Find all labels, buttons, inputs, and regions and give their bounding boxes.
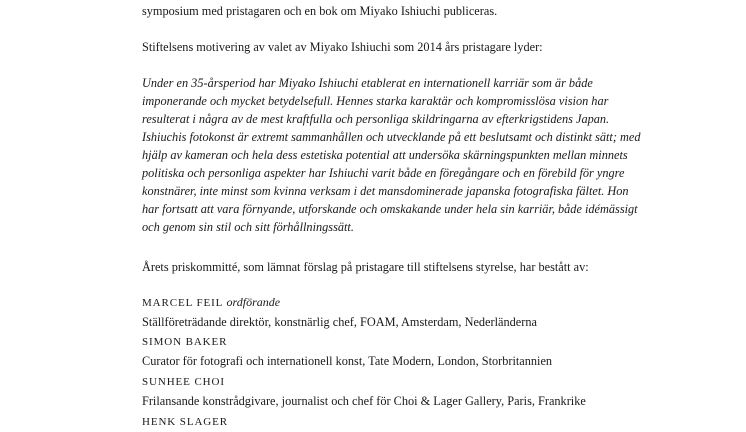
- motivation-quote: [142, 74, 641, 236]
- member-name: SIMON BAKER: [142, 336, 228, 348]
- text-line: Årets priskommitté, som lämnat förslag på pristagare till stiftelsens styrelse, har bestått av:: [142, 260, 589, 274]
- quote-line: har fortsatt att vara förnyande, utforskande och omskakande under hela sin karriär, både idémässigt: [142, 202, 638, 216]
- quote-line: resulterat i några av de mest kraftfulla och personliga skildringarna av efterkrigstidens Japan.: [142, 112, 610, 126]
- quote-line: och genom sin stil och sitt förhållningssätt.: [142, 220, 354, 234]
- paragraph-motivation-intro: [142, 38, 543, 56]
- quote-line: politiska och personliga aspekter har Ishiuchi varit både en föregångare och en förebild för yngre: [142, 166, 625, 180]
- member-description: Frilansande konstrådgivare, journalist och chef för Choi & Lager Gallery, Paris, Frankrike: [142, 394, 586, 408]
- member-description: Curator för fotografi och internationell konst, Tate Modern, London, Storbritannien: [142, 354, 553, 368]
- paragraph-committee-intro: [142, 258, 589, 276]
- member-name-line: [142, 413, 228, 432]
- committee-member: [142, 333, 552, 371]
- member-role: ordförande: [226, 295, 281, 309]
- member-name: HENK SLAGER: [142, 416, 228, 428]
- paragraph-symposium: [142, 2, 497, 20]
- committee-member: [142, 373, 586, 411]
- quote-line: imponerande och mycket betydelsefull. Hennes starka karaktär och kompromisslösa vision har: [142, 94, 609, 108]
- member-description: Ställföreträdande direktör, konstnärlig chef, FOAM, Amsterdam, Nederländerna: [142, 315, 537, 329]
- member-name: MARCEL FEIL: [142, 297, 223, 309]
- member-name-line: [142, 373, 586, 392]
- committee-member: [142, 413, 228, 432]
- text-line: symposium med pristagaren och en bok om Miyako Ishiuchi publiceras.: [142, 4, 498, 18]
- quote-line: Ishiuchis fotokonst är extremt sammanhållen och utvecklande på ett beslutsamt och distinkt sätt; med: [142, 130, 641, 144]
- member-name: SUNHEE CHOI: [142, 376, 225, 388]
- committee-member: [142, 293, 537, 332]
- member-name-line: [142, 293, 537, 313]
- member-name-line: [142, 333, 552, 352]
- text-line: Stiftelsens motivering av valet av Miyako Ishiuchi som 2014 års pristagare lyder:: [142, 40, 543, 54]
- quote-line: Under en 35-årsperiod har Miyako Ishiuchi etablerat en internationell karriär som är både: [142, 76, 593, 90]
- quote-line: hjälp av kameran och hela dess estetiska potential att undersöka skärningspunkten mellan minnets: [142, 148, 628, 162]
- quote-line: konstnärer, inte minst som kvinna verksam i det mansdominerade japanska fotografiska fältet. Hon: [142, 184, 629, 198]
